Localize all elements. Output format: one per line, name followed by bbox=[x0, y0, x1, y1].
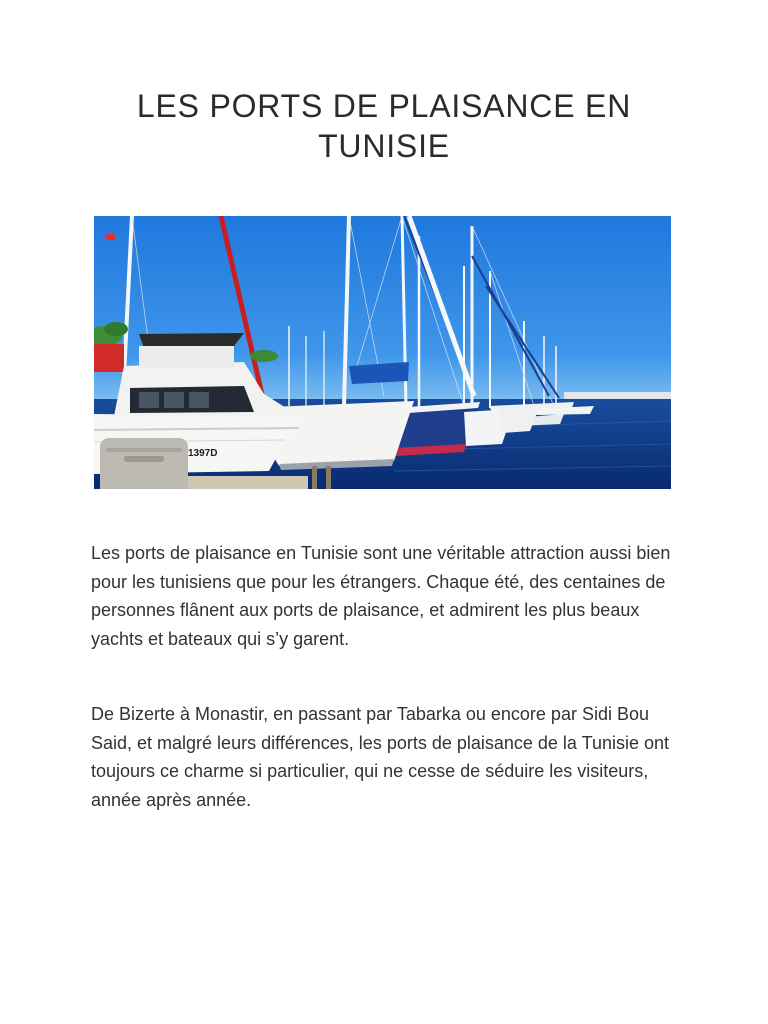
red-awning bbox=[94, 344, 124, 372]
paragraph-2: De Bizerte à Monastir, en passant par Tabarka ou encore par Sidi Bou Said, et malgré leurs différences, les ports de plaisance de la Tunisie ont toujours ce charme si particulier, qui ne cesse de séduire les visiteurs, année après année. bbox=[91, 704, 669, 810]
flag bbox=[106, 234, 115, 240]
dock bbox=[188, 476, 308, 489]
dock-box bbox=[100, 438, 188, 489]
marina-photo bbox=[94, 216, 671, 489]
paragraph-1: Les ports de plaisance en Tunisie sont une véritable attraction aussi bien pour les tunisiens que pour les étrangers. Chaque été, des centaines de personnes flânent aux ports de plaisance, et admirent les plus beaux yachts et bateaux qui s’y garent. bbox=[91, 543, 671, 649]
hull-number: 1397D bbox=[188, 448, 218, 459]
page-title: LES PORTS DE PLAISANCE EN TUNISIE bbox=[136, 88, 632, 164]
